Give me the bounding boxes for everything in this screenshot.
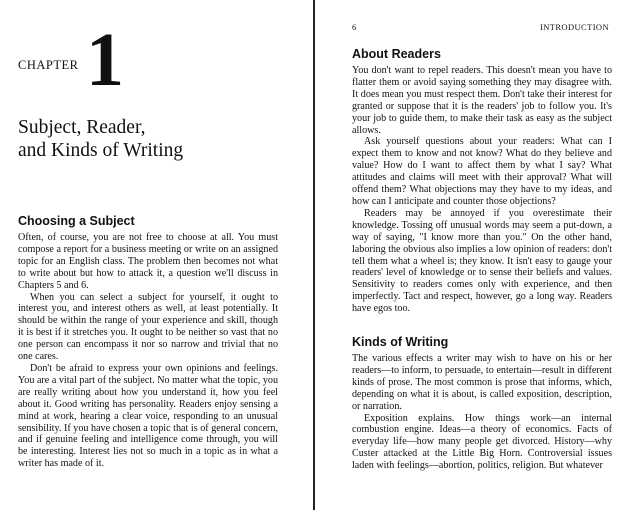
section-heading-about-readers: About Readers xyxy=(352,47,441,61)
paragraph: The various effects a writer may wish to have on his or her readers—to inform, to persuade, to entertain—result in different kinds of prose. The most common is prose that informs, which, depending on what it is about, is called exposition, description, or narration. xyxy=(352,353,612,412)
section-heading-kinds-of-writing: Kinds of Writing xyxy=(352,335,449,349)
right-page xyxy=(318,0,625,510)
chapter-number: 1 xyxy=(86,18,124,102)
running-head: INTRODUCTION xyxy=(539,22,609,32)
paragraph: Readers may be annoyed if you overestimate their knowledge. Tossing off unusual words may seem a put-down, a way of saying, "I know more than you." On the other hand, laboring the obvious also implies a low opinion of readers: don't tell them what a wheel is; they know. It isn't easy to gauge your readers' level of knowledge or to sense their beliefs and values. Sensitivity to readers comes only with experience, and then imperfectly. Tact and respect, however, go a long way. Readers have egos too. xyxy=(352,207,612,315)
chapter-title-line-2: and Kinds of Writing xyxy=(18,140,184,161)
page-number: 6 xyxy=(352,22,357,32)
chapter-title-line-1: Subject, Reader, xyxy=(18,117,146,138)
paragraph: When you can select a subject for yourself, it ought to interest you, and interest others as well, at least potentially. It should be within the range of your experience and skill, though it is best if it stretches you. It ought to be neither so vast that no one person can encompass it nor so narrow and trivial that no one cares. xyxy=(18,291,278,363)
section-heading-choosing-a-subject: Choosing a Subject xyxy=(18,214,135,228)
paragraph: Ask yourself questions about your readers: What can I expect them to know and not know? What do they believe and value? How do I want to affect them by what I say? What attitudes and claims will meet with their approval? What will offend them? What objections may they have to my ideas, and how can I anticipate and counter those objections? xyxy=(352,136,612,207)
page-gutter-divider xyxy=(313,0,315,510)
paragraph: Exposition explains. How things work—an internal combustion engine. Ideas—a theory of economics. Facts of everyday life—how many people get divorced. History—why Custer attacked at the Little Big Horn. Controversial issues laden with feelings—abortion, politics, religion. But whatever xyxy=(352,412,612,472)
left-page xyxy=(0,0,310,510)
chapter-title xyxy=(18,116,183,162)
left-body-text xyxy=(18,232,278,470)
about-readers-body xyxy=(352,65,612,315)
kinds-of-writing-body xyxy=(352,353,612,472)
paragraph: Don't be afraid to express your own opinions and feelings. You are a vital part of the subject. No matter what the topic, you are really writing about how you understand it, how you feel about it. Good writing has personality. Readers enjoy sensing a mind at work, hearing a clear voice, responding to an unusual sensibility. If you have chosen a topic that is of general concern, and if genuine feeling and intelligence come through, you will be interesting. Interest lies not so much in a topic as in what a writer has made of it. xyxy=(18,362,278,470)
chapter-label: CHAPTER xyxy=(18,58,79,72)
paragraph: You don't want to repel readers. This doesn't mean you have to flatter them or avoid saying something they may disagree with. It does mean you must respect them. Don't take their interest for granted or suppose that it is the readers' job to follow you. It's your job to guide them, to make their task as easy as the subject allows. xyxy=(352,65,612,136)
paragraph: Often, of course, you are not free to choose at all. You must compose a report for a business meeting or write on an assigned topic for an English class. The problem then becomes not what to write about but how to attack it, a question we'll discuss in Chapters 5 and 6. xyxy=(18,232,278,291)
